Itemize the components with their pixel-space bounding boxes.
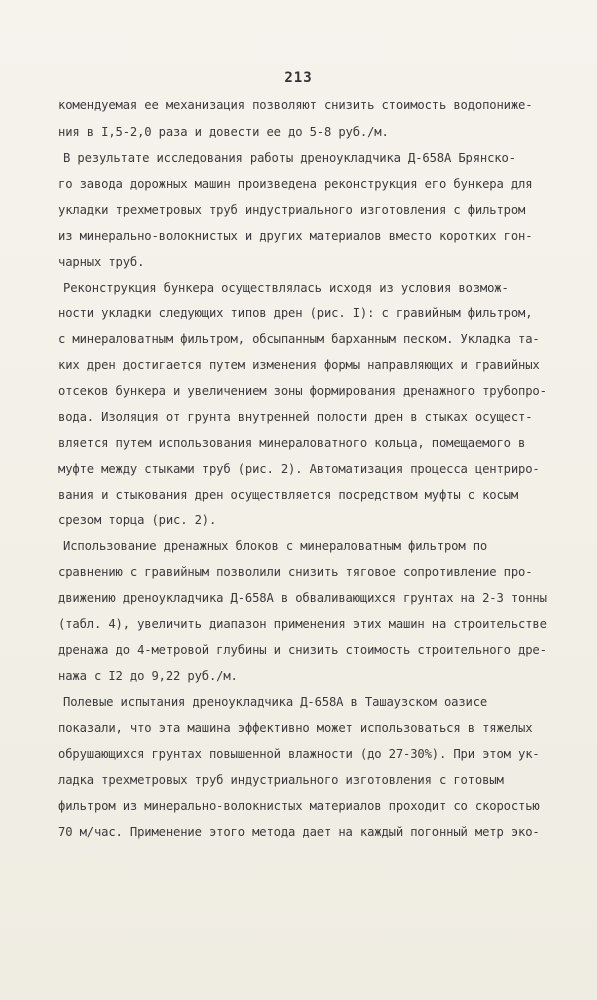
text-line: ности укладки следующих типов дрен (рис. I): с гравийным фильтром,	[58, 306, 533, 320]
text-line: комендуемая ее механизация позволяют снизить стоимость водопонижe-	[58, 98, 533, 112]
text-line: 70 м/час. Применение этого метода дает на каждый погонный метр эко-	[58, 825, 540, 839]
text-line: го завода дорожных машин произведена реконструкция его бункера для	[58, 177, 533, 191]
text-line: чарных труб.	[58, 255, 145, 269]
text-line: из минерально-волокнистых и других материалов вместо коротких гон-	[58, 229, 533, 243]
text-line: вода. Изоляция от грунта внутренней полости дрен в стыках осущест-	[58, 410, 533, 424]
text-line: показали, что эта машина эффективно может использоваться в тяжелых	[58, 721, 533, 735]
text-line: муфте между стыками труб (рис. 2). Автоматизация процесса центриро-	[58, 462, 540, 476]
text-line: с минераловатным фильтром, обсыпанным барханным песком. Укладка та-	[58, 332, 540, 346]
text-line: обрушающихся грунтах повышенной влажности (до 27-30%). При этом ук-	[58, 747, 540, 761]
page-number: 213	[284, 70, 313, 86]
text-line: отсеков бункера и увеличением зоны формирования дренажного трубопро-	[58, 384, 547, 398]
text-line: срезом торца (рис. 2).	[58, 513, 217, 527]
text-line: В результате исследования работы дреноукладчика Д-658А Брянско-	[63, 151, 516, 165]
text-line: ния в I,5-2,0 раза и довести ее до 5-8 руб./м.	[58, 125, 389, 139]
text-line: ких дрен достигается путем изменения формы направляющих и гравийных	[58, 358, 540, 372]
text-line: вляется путем использования минераловатного кольца, помещаемого в	[58, 436, 526, 450]
text-line: сравнению с гравийным позволили снизить тяговое сопротивление про-	[58, 565, 533, 579]
text-line: ладка трехметровых труб индустриального изготовления с готовым	[58, 773, 504, 787]
text-line: нажа с I2 до 9,22 руб./м.	[58, 669, 238, 683]
text-line: фильтром из минерально-волокнистых материалов проходит со скоростью	[58, 799, 540, 813]
text-line: Полевые испытания дреноукладчика Д-658А в Ташаузском оазисе	[63, 695, 488, 709]
text-line: укладки трехметровых труб индустриального изготовления с фильтром	[58, 203, 526, 217]
text-line: движению дреноукладчика Д-658А в обваливающихся грунтах на 2-3 тонны	[58, 591, 547, 605]
text-line: Использование дренажных блоков с минераловатным фильтром по	[63, 539, 488, 553]
text-line: (табл. 4), увеличить диапазон применения этих машин на строительстве	[58, 617, 547, 631]
text-line: Реконструкция бункера осуществлялась исходя из условия возмож-	[63, 281, 509, 295]
text-line: дренажа до 4-метровой глубины и снизить стоимость строительного дре-	[58, 643, 547, 657]
text-line: вания и стыкования дрен осуществляется посредством муфты с косым	[58, 488, 518, 502]
